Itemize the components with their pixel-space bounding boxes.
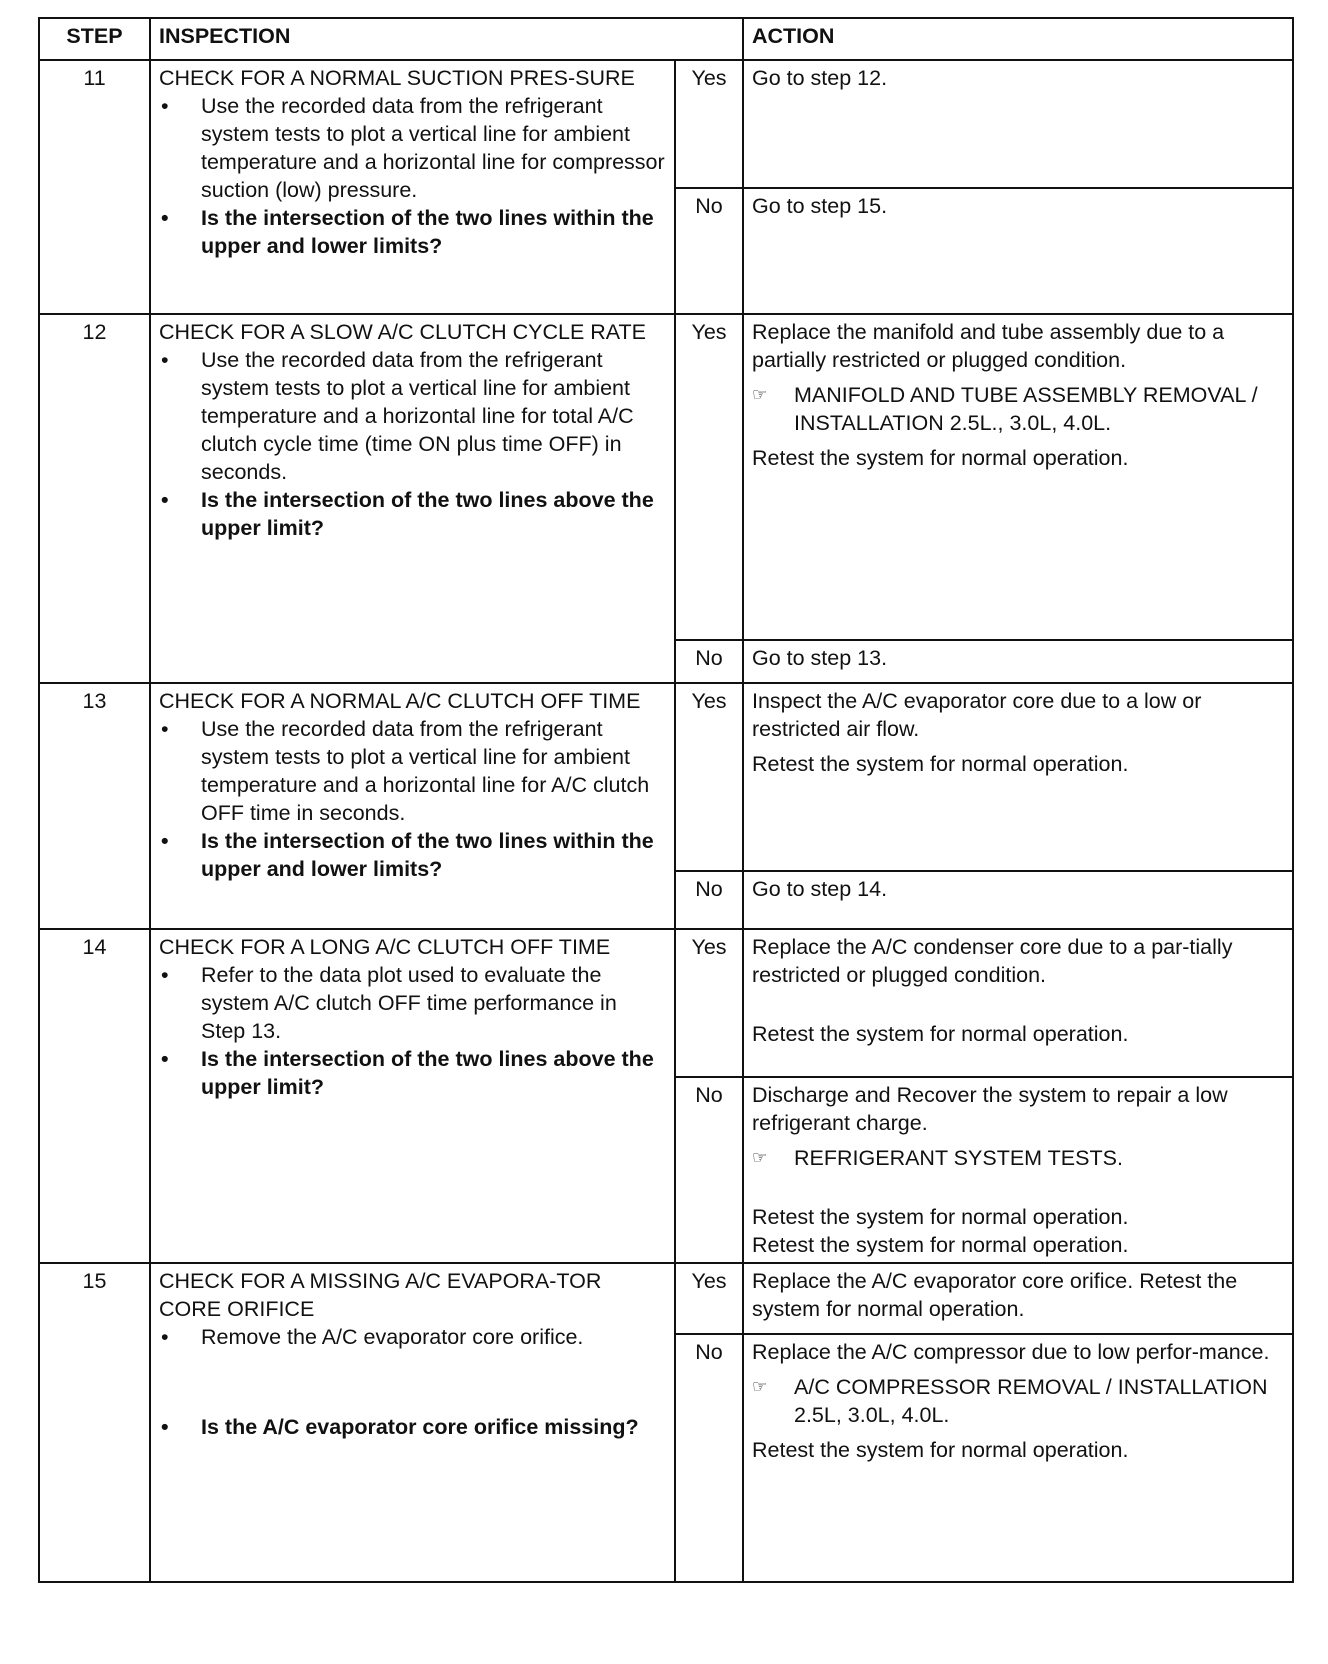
no-action xyxy=(743,640,1293,683)
yes-action xyxy=(743,929,1293,1077)
header-action: ACTION xyxy=(743,18,1293,60)
inspection-bullet: • Use the recorded data from the refrigerant system tests to plot a vertical line for ambient temperature and a horizontal line for total A/C clutch cycle time (time ON plus time OFF) in seconds. xyxy=(159,346,666,486)
retest-text: Retest the system for normal operation. xyxy=(752,1022,1129,1046)
step-number: 13 xyxy=(39,683,150,929)
retest-text: Retest the system for normal operation. xyxy=(752,752,1129,776)
step-number: 12 xyxy=(39,314,150,683)
no-action xyxy=(743,1077,1293,1263)
no-action xyxy=(743,188,1293,314)
no-label: No xyxy=(675,1334,743,1582)
inspection-bullet: • Use the recorded data from the refrigerant system tests to plot a vertical line for ambient temperature and a horizontal line for compressor suction (low) pressure. xyxy=(159,92,666,204)
yes-label: Yes xyxy=(675,683,743,871)
action-text: Go to step 13. xyxy=(752,646,888,670)
pointing-hand-icon: ☞ xyxy=(752,1377,768,1396)
step-11-yes-row xyxy=(39,60,1293,188)
inspection-question: • Is the intersection of the two lines above the upper limit? xyxy=(159,1045,666,1101)
yes-label: Yes xyxy=(675,314,743,640)
action-text: Go to step 15. xyxy=(752,194,888,218)
retest-text: Retest the system for normal operation. xyxy=(752,446,1129,470)
reference-link[interactable] xyxy=(752,381,1284,437)
diagnostic-table xyxy=(38,17,1294,1583)
inspection-title: CHECK FOR A LONG A/C CLUTCH OFF TIME xyxy=(159,935,611,959)
step-12-yes-row xyxy=(39,314,1293,640)
reference-link[interactable] xyxy=(752,1144,1284,1172)
no-label: No xyxy=(675,871,743,929)
inspection-cell xyxy=(150,314,675,683)
inspection-title: CHECK FOR A MISSING A/C EVAPORA-TOR CORE ORIFICE xyxy=(159,1269,602,1321)
action-text: Replace the A/C condenser core due to a par-tially restricted or plugged condition. xyxy=(752,935,1233,987)
action-text: Replace the A/C evaporator core orifice. Retest the system for normal operation. xyxy=(752,1269,1238,1321)
action-text: Go to step 14. xyxy=(752,877,888,901)
no-label: No xyxy=(675,1077,743,1263)
step-13-yes-row xyxy=(39,683,1293,871)
yes-label: Yes xyxy=(675,929,743,1077)
pointing-hand-icon: ☞ xyxy=(752,385,768,404)
step-number: 15 xyxy=(39,1263,150,1582)
inspection-title: CHECK FOR A SLOW A/C CLUTCH CYCLE RATE xyxy=(159,320,647,344)
no-label: No xyxy=(675,640,743,683)
inspection-cell xyxy=(150,1263,675,1582)
retest-text-duplicate: Retest the system for normal operation. xyxy=(752,1233,1129,1257)
yes-action xyxy=(743,60,1293,188)
no-action xyxy=(743,1334,1293,1582)
yes-action xyxy=(743,683,1293,871)
inspection-question: • Is the intersection of the two lines within the upper and lower limits? xyxy=(159,204,666,260)
inspection-question: • Is the A/C evaporator core orifice missing? xyxy=(159,1413,666,1441)
yes-action xyxy=(743,1263,1293,1334)
reference-link[interactable] xyxy=(752,1373,1284,1429)
header-inspection: INSPECTION xyxy=(150,18,743,60)
pointing-hand-icon: ☞ xyxy=(752,1148,768,1167)
yes-label: Yes xyxy=(675,1263,743,1334)
step-number: 11 xyxy=(39,60,150,314)
inspection-cell xyxy=(150,60,675,314)
inspection-cell xyxy=(150,683,675,929)
action-text: Replace the A/C compressor due to low perfor-mance. xyxy=(752,1340,1270,1364)
header-row xyxy=(39,18,1293,60)
reference-text: A/C COMPRESSOR REMOVAL / INSTALLATION 2.5L, 3.0L, 4.0L. xyxy=(794,1375,1268,1427)
no-action xyxy=(743,871,1293,929)
action-text: Discharge and Recover the system to repair a low refrigerant charge. xyxy=(752,1083,1228,1135)
inspection-title: CHECK FOR A NORMAL SUCTION PRES-SURE xyxy=(159,66,635,90)
step-number: 14 xyxy=(39,929,150,1263)
inspection-question: • Is the intersection of the two lines within the upper and lower limits? xyxy=(159,827,666,883)
retest-text: Retest the system for normal operation. xyxy=(752,1438,1129,1462)
action-text: Inspect the A/C evaporator core due to a low or restricted air flow. xyxy=(752,689,1202,741)
inspection-bullet: • Remove the A/C evaporator core orifice. xyxy=(159,1323,666,1351)
inspection-bullet: • Use the recorded data from the refrigerant system tests to plot a vertical line for ambient temperature and a horizontal line for A/C clutch OFF time in seconds. xyxy=(159,715,666,827)
yes-action xyxy=(743,314,1293,640)
header-step: STEP xyxy=(39,18,150,60)
action-text: Go to step 12. xyxy=(752,66,888,90)
yes-label: Yes xyxy=(675,60,743,188)
step-14-yes-row xyxy=(39,929,1293,1077)
inspection-cell xyxy=(150,929,675,1263)
inspection-title: CHECK FOR A NORMAL A/C CLUTCH OFF TIME xyxy=(159,689,641,713)
reference-text: MANIFOLD AND TUBE ASSEMBLY REMOVAL / INSTALLATION 2.5L., 3.0L, 4.0L. xyxy=(794,383,1258,435)
no-label: No xyxy=(675,188,743,314)
reference-text: REFRIGERANT SYSTEM TESTS. xyxy=(794,1146,1123,1170)
inspection-question: • Is the intersection of the two lines above the upper limit? xyxy=(159,486,666,542)
action-text: Replace the manifold and tube assembly due to a partially restricted or plugged condition. xyxy=(752,320,1225,372)
inspection-bullet: • Refer to the data plot used to evaluate the system A/C clutch OFF time performance in Step 13. xyxy=(159,961,666,1045)
step-15-yes-row xyxy=(39,1263,1293,1334)
retest-text: Retest the system for normal operation. xyxy=(752,1205,1129,1229)
